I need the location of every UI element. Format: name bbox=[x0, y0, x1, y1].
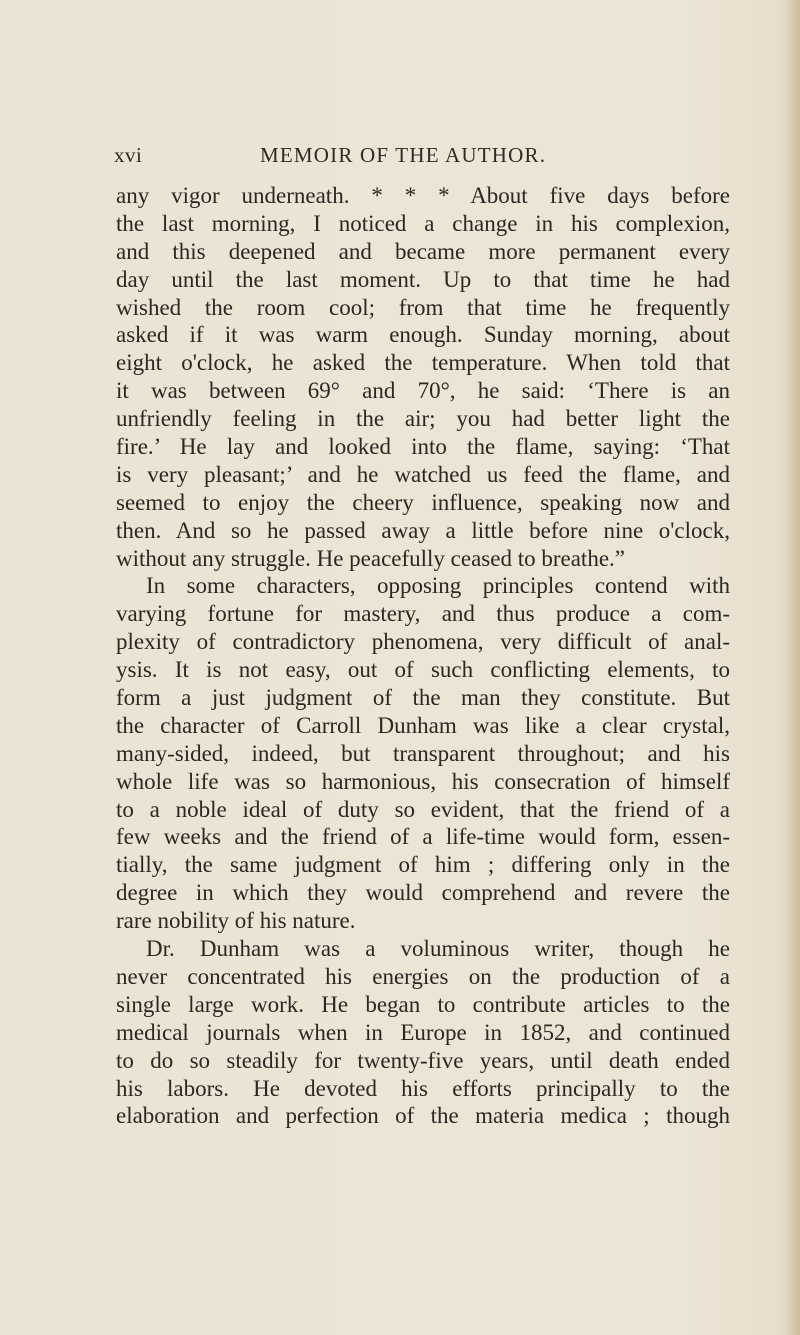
page-edge-shadow bbox=[786, 0, 800, 1335]
text-line: it was between 69° and 70°, he said: ‘There is an bbox=[116, 378, 730, 404]
text-line: ysis. It is not easy, out of such conflicting elements, to bbox=[116, 657, 730, 683]
text-line: tially, the same judgment of him ; differing only in the bbox=[116, 852, 730, 878]
text-line: plexity of contradictory phenomena, very difficult of anal- bbox=[116, 629, 730, 655]
running-title: MEMOIR OF THE AUTHOR. bbox=[260, 143, 547, 167]
text-line: single large work. He began to contribute articles to the bbox=[116, 991, 730, 1017]
text-line: his labors. He devoted his efforts principally to the bbox=[116, 1075, 730, 1101]
text-line: medical journals when in Europe in 1852, and continued bbox=[116, 1019, 730, 1045]
text-line: varying fortune for mastery, and thus produce a com- bbox=[116, 601, 730, 627]
text-line: is very pleasant;’ and he watched us feed the flame, and bbox=[116, 461, 730, 487]
text-line: seemed to enjoy the cheery influence, speaking now and bbox=[116, 489, 730, 515]
text-line: and this deepened and became more permanent every bbox=[116, 238, 730, 264]
text-line: many-sided, indeed, but transparent throughout; and his bbox=[116, 740, 730, 766]
text-line: degree in which they would comprehend and revere the bbox=[116, 880, 730, 906]
text-line: fire.’ He lay and looked into the flame, saying: ‘That bbox=[116, 434, 730, 460]
page-number: xvi bbox=[114, 143, 143, 167]
text-line: few weeks and the friend of a life-time would form, essen- bbox=[116, 824, 730, 850]
text-line: day until the last moment. Up to that time he had bbox=[116, 266, 730, 292]
text-line: never concentrated his energies on the production of a bbox=[116, 963, 730, 989]
text-line: then. And so he passed away a little before nine o'clock, bbox=[116, 517, 730, 543]
paragraph-first-line: Dr. Dunham was a voluminous writer, though he bbox=[146, 936, 730, 962]
text-line: without any struggle. He peacefully ceased to breathe.” bbox=[116, 545, 625, 571]
text-line: eight o'clock, he asked the temperature. When told that bbox=[116, 350, 730, 376]
text-line: elaboration and perfection of the materia medica ; though bbox=[116, 1103, 730, 1129]
text-line: whole life was so harmonious, his consecration of himself bbox=[116, 768, 730, 794]
text-line: wished the room cool; from that time he frequently bbox=[116, 294, 730, 320]
text-line: the character of Carroll Dunham was like a clear crystal, bbox=[116, 712, 730, 738]
text-line: asked if it was warm enough. Sunday morning, about bbox=[116, 322, 730, 348]
text-line: unfriendly feeling in the air; you had better light the bbox=[116, 406, 730, 432]
paragraph-first-line: In some characters, opposing principles contend with bbox=[146, 573, 730, 599]
text-line: to do so steadily for twenty-five years, until death ended bbox=[116, 1047, 730, 1073]
page-header bbox=[114, 143, 714, 167]
text-line: the last morning, I noticed a change in his complexion, bbox=[116, 210, 730, 236]
body-text bbox=[116, 182, 730, 1130]
text-line: form a just judgment of the man they constitute. But bbox=[116, 685, 730, 711]
text-line: rare nobility of his nature. bbox=[116, 908, 356, 934]
text-line: any vigor underneath. * * * About five days before bbox=[116, 183, 730, 208]
text-line: to a noble ideal of duty so evident, that the friend of a bbox=[116, 796, 730, 822]
